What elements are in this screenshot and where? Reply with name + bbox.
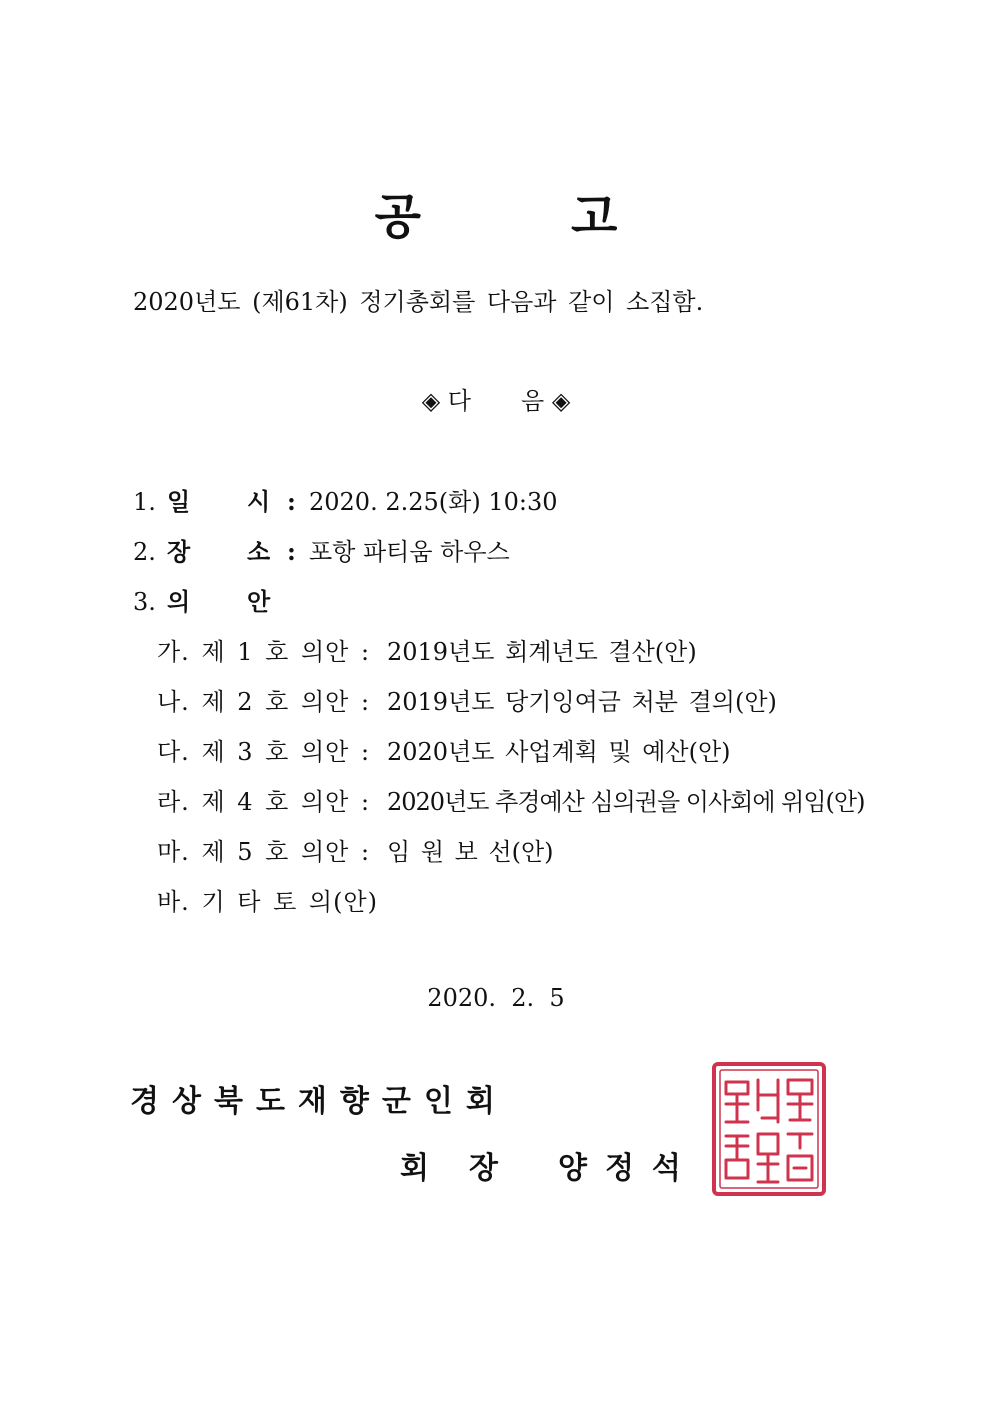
agenda-item <box>157 732 731 767</box>
signatory-role: 회장 <box>400 1151 538 1186</box>
title-char-right: 고 <box>571 189 618 245</box>
item-key-first: 일 <box>167 487 191 516</box>
agenda-label: 마. 제 5 호 의안 : <box>157 838 371 866</box>
item-key-first: 장 <box>167 537 191 566</box>
heading-right: 음 ◈ <box>521 387 571 415</box>
agenda-value: 2020년도 추경예산 심의권을 이사회에 위임(안) <box>387 788 865 816</box>
item-value: 포항 파티움 하우스 <box>309 538 510 566</box>
signatory-name: 양정석 <box>557 1151 699 1186</box>
agenda-label: 바. 기 타 토 의(안) <box>157 888 378 916</box>
agenda-label: 라. 제 4 호 의안 : <box>157 788 371 816</box>
agenda-label: 가. 제 1 호 의안 : <box>157 638 371 666</box>
agenda-item <box>157 832 554 867</box>
item-number: 1. <box>133 488 156 516</box>
item-key-first: 의 <box>167 587 191 616</box>
item-number: 3. <box>133 588 156 616</box>
agenda-value: 임 원 보 선(안) <box>387 838 554 866</box>
section-heading <box>0 381 992 416</box>
item-colon: : <box>287 487 296 516</box>
agenda-item <box>157 782 864 817</box>
official-seal-stamp <box>710 1060 828 1198</box>
agenda-value: 2019년도 당기잉여금 처분 결의(안) <box>387 688 777 716</box>
agenda-value: 2019년도 회계년도 결산(안) <box>387 638 697 666</box>
item-number: 2. <box>133 538 156 566</box>
item-key-second: 시 <box>247 487 271 516</box>
agenda-item <box>157 682 777 717</box>
agenda-label: 나. 제 2 호 의안 : <box>157 688 371 716</box>
item-value: 2020. 2.25(화) 10:30 <box>309 488 558 516</box>
intro-text: 2020년도 (제61차) 정기총회를 다음과 같이 소집함. <box>133 288 704 316</box>
heading-left: ◈ 다 <box>421 387 471 415</box>
item-agenda <box>133 582 287 617</box>
organization-name: 경상북도재향군인회 <box>130 1084 508 1119</box>
item-colon: : <box>287 537 296 566</box>
item-venue <box>133 532 510 567</box>
agenda-item <box>157 882 378 917</box>
title-char-left: 공 <box>374 189 421 245</box>
item-key-second: 소 <box>247 537 271 566</box>
agenda-label: 다. 제 3 호 의안 : <box>157 738 371 766</box>
item-datetime <box>133 482 557 517</box>
document-title <box>0 178 992 247</box>
signatory <box>400 1143 699 1187</box>
notice-date: 2020. 2. 5 <box>427 984 565 1012</box>
agenda-item <box>157 632 697 667</box>
agenda-value: 2020년도 사업계획 및 예산(안) <box>387 738 731 766</box>
item-key-second: 안 <box>247 587 271 616</box>
